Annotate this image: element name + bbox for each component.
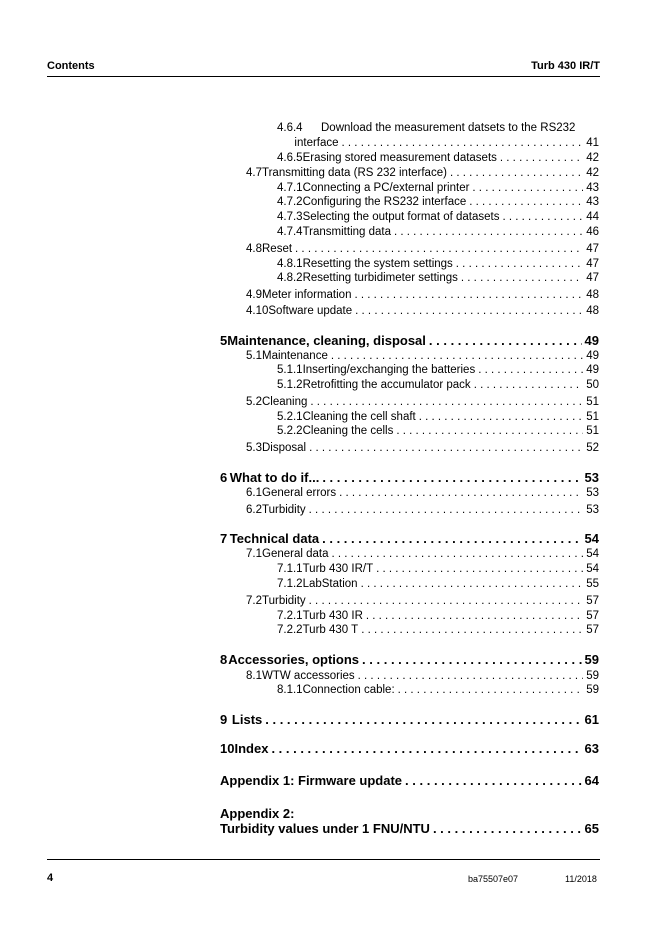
toc-chapter-6[interactable]	[220, 470, 599, 485]
leader-dots	[366, 610, 583, 622]
toc-number: 4.7.4	[277, 226, 303, 238]
running-header-product: Turb 430 IR/T	[531, 60, 600, 72]
toc-title: Lists	[231, 712, 263, 727]
toc-page: 52	[586, 442, 599, 454]
toc-title: Turb 430 IR/T	[302, 563, 374, 575]
footer-doc-id: ba75507e07	[468, 874, 519, 884]
toc-number: 10	[220, 741, 235, 756]
toc-entry-4-6-4[interactable]	[277, 137, 599, 149]
toc-chapter-7[interactable]	[220, 531, 599, 546]
toc-page: 59	[586, 684, 599, 696]
leader-dots	[419, 411, 583, 423]
leader-dots	[309, 595, 584, 607]
toc-title: Maintenance, cleaning, disposal	[227, 333, 426, 348]
leader-dots	[295, 243, 583, 255]
toc-number: 8.1.1	[277, 684, 303, 696]
toc-page: 53	[586, 487, 599, 499]
toc-title: Download the measurement datsets to the RS232	[321, 122, 576, 134]
toc-page: 57	[586, 595, 599, 607]
leader-dots	[502, 211, 583, 223]
leader-dots	[469, 196, 583, 208]
leader-dots	[450, 167, 583, 179]
toc-page: 50	[586, 379, 599, 391]
toc-entry-6-1[interactable]	[246, 487, 599, 499]
toc-number: 7.2.2	[277, 624, 303, 636]
leader-dots	[405, 773, 581, 788]
toc-title: Transmitting data	[302, 226, 391, 238]
leader-dots	[322, 470, 581, 485]
toc-entry-8-1[interactable]	[246, 670, 599, 682]
toc-number: 4.7.3	[277, 211, 303, 223]
leader-dots	[265, 712, 581, 727]
toc-title: Maintenance	[262, 350, 328, 362]
leader-dots	[500, 152, 583, 164]
toc-title: Turb 430 T	[302, 624, 359, 636]
toc-number: 7.2.1	[277, 610, 303, 622]
toc-entry-5-1-1[interactable]	[277, 364, 599, 376]
toc-entry-4-7[interactable]	[246, 167, 599, 179]
leader-dots	[394, 226, 583, 238]
toc-entry-4-8-1[interactable]	[277, 258, 599, 270]
toc-page: 47	[586, 258, 599, 270]
running-header-section: Contents	[47, 60, 95, 72]
toc-page: 65	[584, 821, 599, 836]
toc-page: 42	[586, 167, 599, 179]
toc-page: 53	[584, 470, 599, 485]
toc-entry-4-9[interactable]	[246, 289, 599, 301]
toc-title: Transmitting data (RS 232 interface)	[262, 167, 447, 179]
toc-title: General errors	[262, 487, 337, 499]
toc-title: Technical data	[229, 531, 320, 546]
toc-title: Turb 430 IR	[302, 610, 363, 622]
toc-title: Resetting turbidimeter settings	[302, 272, 458, 284]
toc-entry-7-2-1[interactable]	[277, 610, 599, 622]
toc-page: 59	[586, 670, 599, 682]
leader-dots	[456, 258, 583, 270]
leader-dots	[332, 548, 584, 560]
toc-entry-4-7-4[interactable]	[277, 226, 599, 238]
toc-number: 4.9	[246, 289, 262, 301]
toc-chapter-9[interactable]	[220, 712, 599, 727]
toc-entry-7-1[interactable]	[246, 548, 599, 560]
toc-entry-5-2[interactable]	[246, 396, 599, 408]
toc-number: 5.1.1	[277, 364, 303, 376]
toc-title: Retrofitting the accumulator pack	[302, 379, 471, 391]
leader-dots	[362, 652, 581, 667]
footer-page-number: 4	[47, 872, 54, 884]
toc-title: Accessories, options	[228, 652, 360, 667]
leader-dots	[310, 396, 583, 408]
toc-number: 4.8.1	[277, 258, 303, 270]
toc-entry-5-1[interactable]	[246, 350, 599, 362]
toc-entry-4-10[interactable]	[246, 305, 599, 317]
leader-dots	[309, 442, 583, 454]
toc-page: 41	[586, 137, 599, 149]
toc-entry-4-8-2[interactable]	[277, 272, 599, 284]
leader-dots	[461, 272, 583, 284]
toc-number: 8.1	[246, 670, 262, 682]
toc-number: 4.7.2	[277, 196, 303, 208]
toc-chapter-8[interactable]	[220, 652, 599, 667]
toc-number: 9	[220, 712, 228, 727]
toc-page: 42	[586, 152, 599, 164]
leader-dots	[358, 670, 584, 682]
toc-title: Turbidity	[262, 595, 306, 607]
toc-number: 6.1	[246, 487, 262, 499]
toc-page: 64	[584, 773, 599, 788]
toc-page: 53	[586, 504, 599, 516]
toc-appendix-1[interactable]	[220, 773, 599, 788]
toc-number: 5.3	[246, 442, 262, 454]
toc-chapter-5[interactable]	[220, 333, 599, 348]
leader-dots	[354, 289, 583, 301]
toc-chapter-10[interactable]	[220, 741, 599, 756]
toc-page: 43	[586, 196, 599, 208]
leader-dots	[339, 487, 583, 499]
toc-number: 7	[220, 531, 228, 546]
leader-dots	[398, 684, 584, 696]
toc-page: 49	[586, 350, 599, 362]
toc-entry-4-8[interactable]	[246, 243, 599, 255]
toc-page: 47	[586, 243, 599, 255]
toc-page: 43	[586, 182, 599, 194]
toc-title: LabStation	[302, 578, 358, 590]
leader-dots	[429, 333, 582, 348]
toc-title: What to do if...	[229, 470, 320, 485]
leader-dots	[322, 531, 581, 546]
toc-title: Turbidity values under 1 FNU/NTU	[220, 821, 430, 836]
leader-dots	[309, 504, 584, 516]
toc-page: 48	[586, 305, 599, 317]
toc-number: 5.1.2	[277, 379, 303, 391]
toc-title: Inserting/exchanging the batteries	[302, 364, 476, 376]
toc-page: 61	[584, 712, 599, 727]
toc-number: 7.1.1	[277, 563, 303, 575]
toc-entry-8-1-1[interactable]	[277, 684, 599, 696]
leader-dots	[361, 624, 583, 636]
toc-page: 47	[586, 272, 599, 284]
leader-dots	[472, 182, 583, 194]
toc-number: 5.2.1	[277, 411, 303, 423]
toc-entry-4-6-4-line1[interactable]	[277, 122, 575, 134]
leader-dots	[433, 821, 582, 836]
toc-title: Disposal	[262, 442, 307, 454]
toc-number: 5.2.2	[277, 425, 303, 437]
toc-title: Cleaning the cell shaft	[302, 411, 416, 423]
toc-title: Connection cable:	[302, 684, 395, 696]
toc-entry-5-3[interactable]	[246, 442, 599, 454]
toc-entry-4-7-2[interactable]	[277, 196, 599, 208]
toc-entry-7-2-2[interactable]	[277, 624, 599, 636]
toc-entry-5-2-1[interactable]	[277, 411, 599, 423]
toc-title: Index	[234, 741, 269, 756]
header-rule	[47, 76, 600, 77]
toc-number: 8	[220, 652, 228, 667]
toc-number: 7.1	[246, 548, 262, 560]
toc-number: 6	[220, 470, 228, 485]
leader-dots	[361, 578, 584, 590]
toc-appendix-2-label: Appendix 2:	[220, 806, 295, 821]
toc-page: 57	[586, 610, 599, 622]
toc-page: 44	[586, 211, 599, 223]
toc-title: Turbidity	[262, 504, 306, 516]
toc-entry-4-7-3[interactable]	[277, 211, 599, 223]
toc-page: 48	[586, 289, 599, 301]
toc-title: General data	[262, 548, 329, 560]
toc-title: Connecting a PC/external printer	[302, 182, 470, 194]
toc-page: 54	[584, 531, 599, 546]
footer-date: 11/2018	[565, 874, 597, 884]
leader-dots	[271, 741, 581, 756]
toc-title: Configuring the RS232 interface	[302, 196, 467, 208]
toc-number: 4.6.5	[277, 152, 303, 164]
toc-entry-4-6-5[interactable]	[277, 152, 599, 164]
toc-number: 4.6.4	[277, 122, 303, 134]
footer-rule	[47, 859, 600, 860]
toc-title: Resetting the system settings	[302, 258, 453, 270]
toc-number: 7.1.2	[277, 578, 303, 590]
leader-dots	[474, 379, 584, 391]
toc-page: 46	[586, 226, 599, 238]
toc-number: 4.8.2	[277, 272, 303, 284]
toc-page: 54	[586, 563, 599, 575]
toc-title: Cleaning	[262, 396, 308, 408]
toc-page: 51	[586, 396, 599, 408]
toc-title: Meter information	[262, 289, 352, 301]
toc-number: 5.1	[246, 350, 262, 362]
toc-page: 57	[586, 624, 599, 636]
toc-entry-5-2-2[interactable]	[277, 425, 599, 437]
toc-title: Selecting the output format of datasets	[302, 211, 500, 223]
toc-page: 55	[586, 578, 599, 590]
toc-title: Appendix 1: Firmware update	[220, 773, 403, 788]
toc-entry-6-2[interactable]	[246, 504, 599, 516]
toc-appendix-2[interactable]	[220, 821, 599, 836]
leader-dots	[342, 137, 584, 149]
toc-page: 59	[584, 652, 599, 667]
toc-entry-5-1-2[interactable]	[277, 379, 599, 391]
toc-title: Reset	[262, 243, 293, 255]
toc-number: 5	[220, 333, 228, 348]
toc-number: 6.2	[246, 504, 262, 516]
toc-title: Cleaning the cells	[302, 425, 394, 437]
toc-page: 49	[586, 364, 599, 376]
toc-number: 7.2	[246, 595, 262, 607]
toc-entry-7-1-1[interactable]	[277, 563, 599, 575]
toc-number: 4.7.1	[277, 182, 303, 194]
toc-page: 54	[586, 548, 599, 560]
leader-dots	[478, 364, 583, 376]
toc-entry-7-1-2[interactable]	[277, 578, 599, 590]
toc-page: 51	[586, 411, 599, 423]
leader-dots	[331, 350, 583, 362]
leader-dots	[355, 305, 583, 317]
toc-number: 4.8	[246, 243, 262, 255]
toc-page: 49	[584, 333, 599, 348]
toc-entry-4-7-1[interactable]	[277, 182, 599, 194]
leader-dots	[396, 425, 583, 437]
toc-number: 4.7	[246, 167, 262, 179]
toc-title: Software update	[268, 305, 353, 317]
toc-entry-7-2[interactable]	[246, 595, 599, 607]
toc-title: WTW accessories	[262, 670, 355, 682]
toc-number: 5.2	[246, 396, 262, 408]
leader-dots	[376, 563, 583, 575]
toc-title: Erasing stored measurement datasets	[302, 152, 497, 164]
toc-page: 51	[586, 425, 599, 437]
toc-page: 63	[584, 741, 599, 756]
toc-number: 4.10	[246, 305, 269, 317]
toc-title: interface	[294, 137, 339, 149]
